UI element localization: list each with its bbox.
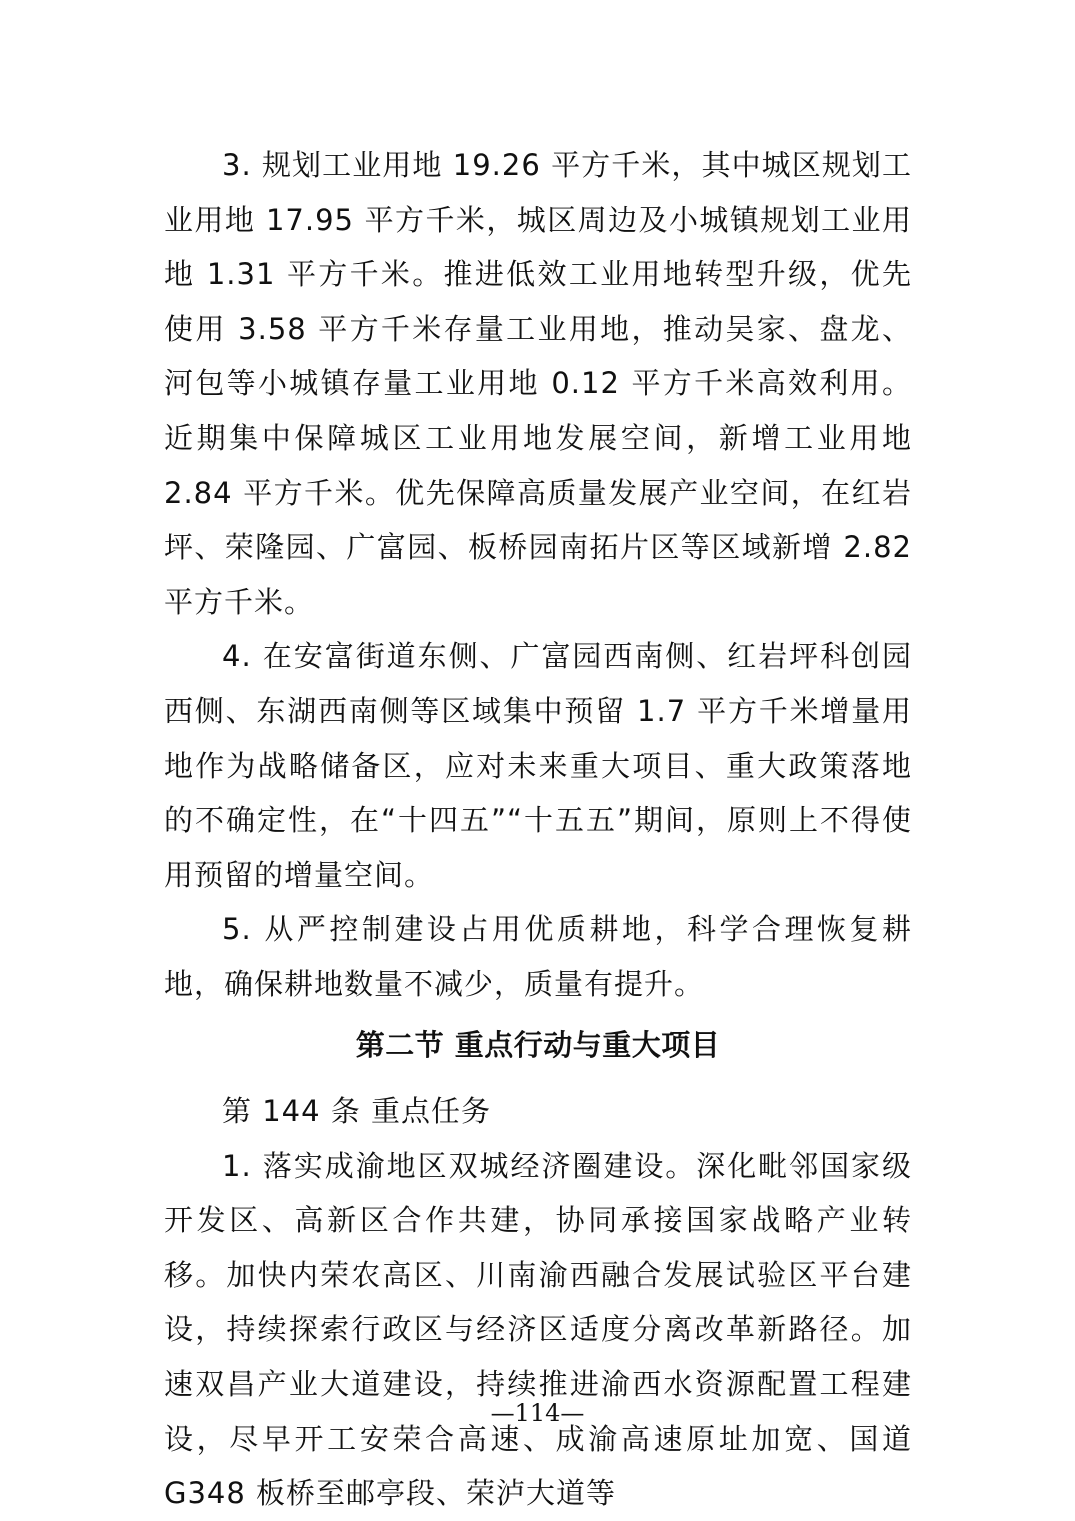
paragraph-item-5: 5. 从严控制建设占用优质耕地，科学合理恢复耕地，确保耕地数量不减少，质量有提升。 [164,912,912,1001]
document-body [164,138,912,1521]
page-number: —114— [490,1399,585,1427]
section-title: 第二节 重点行动与重大项目 [355,1027,721,1062]
paragraph-item-4: 4. 在安富街道东侧、广富园西南侧、红岩坪科创园西侧、东湖西南侧等区域集中预留 1.7 平方千米增量用地作为战略储备区，应对未来重大项目、重大政策落地的不确定性，在“十四五”“十五五”期间，原则上不得使用预留的增量空间。 [164,639,912,892]
paragraph-item-3: 3. 规划工业用地 19.26 平方千米，其中城区规划工业用地 17.95 平方千米，城区周边及小城镇规划工业用地 1.31 平方千米。推进低效工业用地转型升级，优先使用 3.58 平方千米存量工业用地，推动吴家、盘龙、河包等小城镇存量工业用地 0.12 平方千米高效利用。近期集中保障城区工业用地发展空间，新增工业用地 2.84 平方千米。优先保障高质量发展产业空间，在红岩坪、荣隆园、广富园、板桥园南拓片区等区域新增 2.82 平方千米。 [164,148,912,619]
paragraph-item-1: 1. 落实成渝地区双城经济圈建设。深化毗邻国家级开发区、高新区合作共建，协同承接国家战略产业转移。加快内荣农高区、川南渝西融合发展试验区平台建设，持续探索行政区与经济区适度分离改革新路径。加速双昌产业大道建设，持续推进渝西水资源配置工程建设，尽早开工安荣合高速、成渝高速原址加宽、国道 G348 板桥至邮亭段、荣泸大道等 [164,1148,912,1511]
article-title: 第 144 条 重点任务 [222,1094,492,1129]
